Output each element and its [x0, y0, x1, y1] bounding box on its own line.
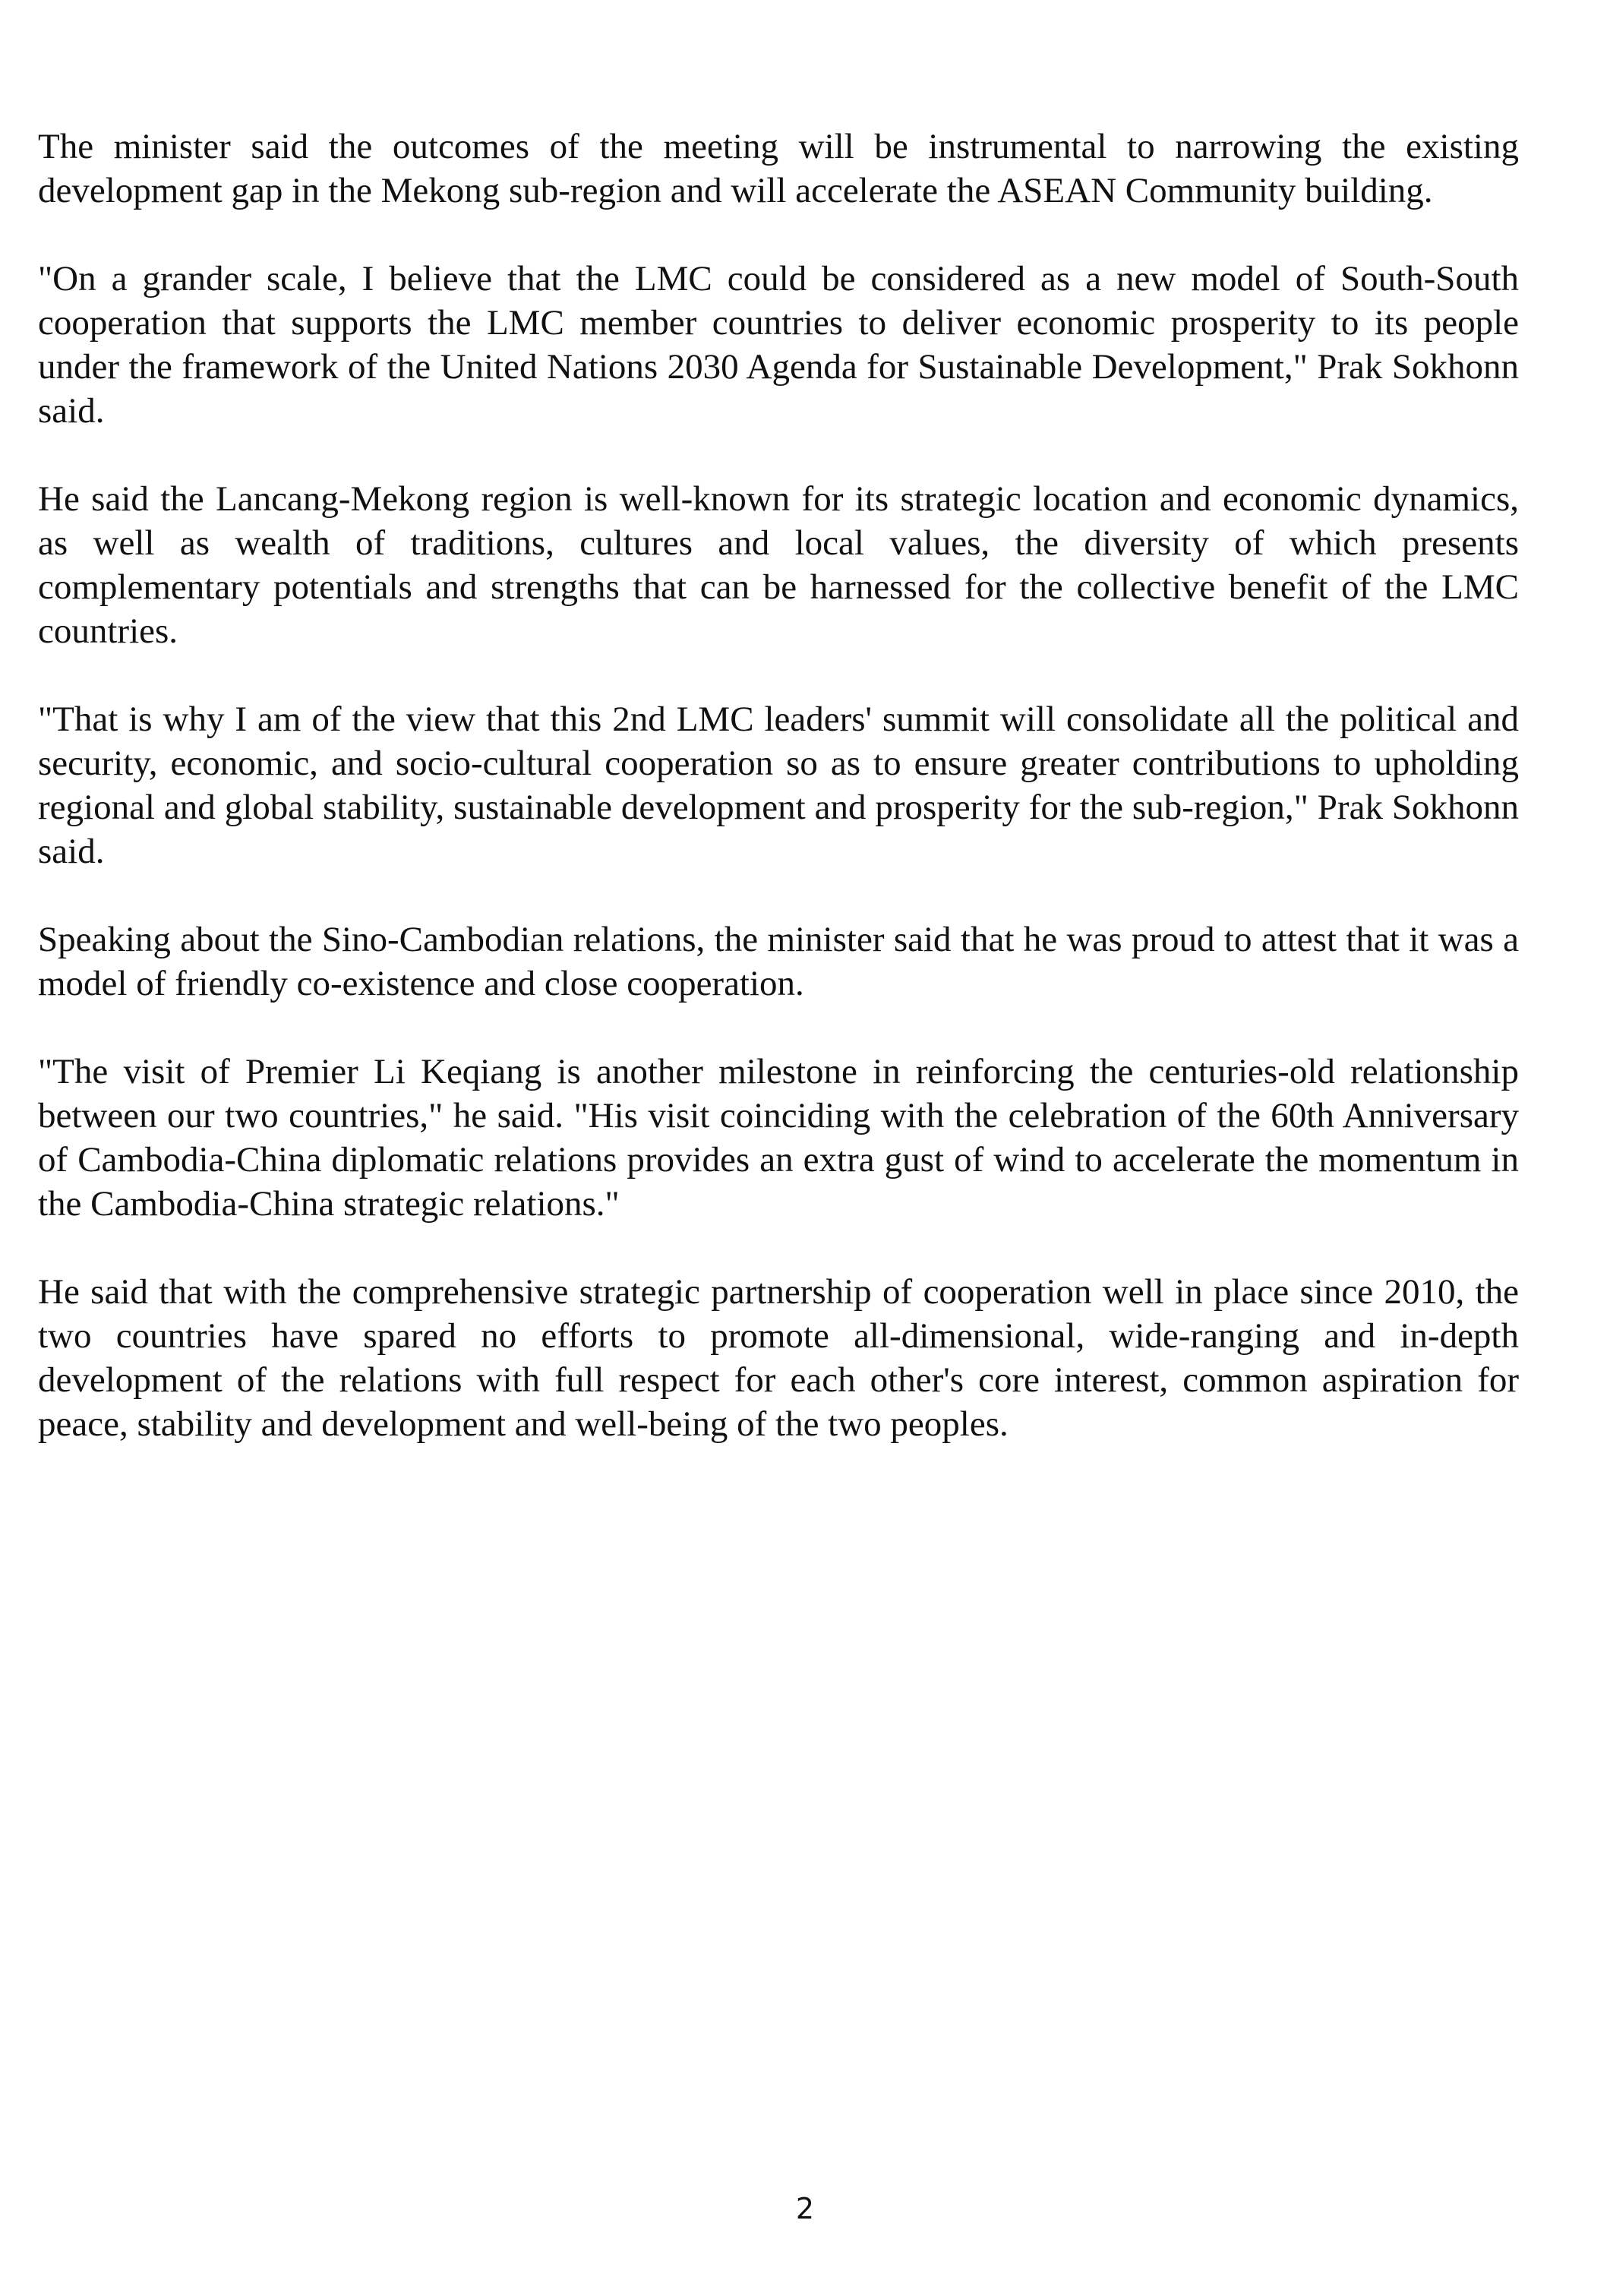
paragraph-meeting-outcomes: The minister said the outcomes of the meeting will be instrumental to narrowing the existing development gap in the Mekong sub-region and will accelerate the ASEAN Community building. [38, 127, 1519, 210]
paragraph-leaders-summit: "That is why I am of the view that this 2nd LMC leaders' summit will consolidate all the political and security, economic, and socio-cultural cooperation so as to ensure greater contributions to upholding regional and global stability, sustainable development and prosperity for the sub-region," Prak Sokhonn said. [38, 700, 1519, 871]
paragraph-strategic-partnership: He said that with the comprehensive strategic partnership of cooperation well in place since 2010, the two countries have spared no efforts to promote all-dimensional, wide-ranging and in-depth development of the relations with full respect for each other's core interest, common aspiration for peace, stability and development and well-being of the two peoples. [38, 1272, 1519, 1444]
paragraph-sino-cambodian-relations: Speaking about the Sino-Cambodian relations, the minister said that he was proud to attest that it was a model of friendly co-existence and close cooperation. [38, 920, 1519, 1003]
paragraph-premier-visit: "The visit of Premier Li Keqiang is another milestone in reinforcing the centuries-old relationship between our two countries," he said. "His visit coinciding with the celebration of the 60th Anniversary of Cambodia-China diplomatic relations provides an extra gust of wind to accelerate the momentum in the Cambodia-China strategic relations." [38, 1052, 1519, 1224]
paragraph-lancang-mekong-region: He said the Lancang-Mekong region is well-known for its strategic location and economic dynamics, as well as wealth of traditions, cultures and local values, the diversity of which presents complementary potentials and strengths that can be harnessed for the collective benefit of the LMC countries. [38, 479, 1519, 651]
document-body [38, 125, 1519, 1490]
paragraph-south-south-cooperation: "On a grander scale, I believe that the LMC could be considered as a new model of South-South cooperation that supports the LMC member countries to deliver economic prosperity to its people under the framework of the United Nations 2030 Agenda for Sustainable Development," Prak Sokhonn said. [38, 259, 1519, 431]
page-number: 2 [795, 2192, 815, 2225]
